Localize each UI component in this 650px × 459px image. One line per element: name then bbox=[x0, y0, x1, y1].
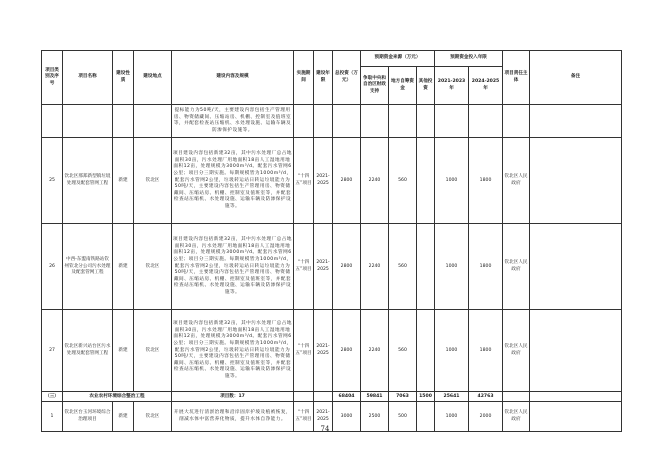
category-y2024: 42763 bbox=[469, 392, 503, 402]
header-period: 实施期间 bbox=[294, 51, 314, 105]
cell-content: 项目建设内容包括新建32亩，其中污水处理厂总占地面积30亩，污水处理厂用地面积18亩人工湿地用地面积12亩，处理规模为3000m³/d。配套污水管网6公里；项目分三期实施。每期规模皆为1000m³/d，配套污水管网2公里，垃圾转运站日转运垃圾能力为50吨/天，主要建设内容包括生产管理用房、物资储藏间、压缩站房、机棚、控制室及值班室等，并配套检查站压缩机、水处理设施、运输车辆及防渗保护设施等。 bbox=[172, 138, 294, 224]
cell-period: “十四五”项目 bbox=[294, 224, 314, 310]
cell-local: 560 bbox=[389, 310, 417, 392]
cell-name: 饮北区那郑新型镇垃圾处理及配套管网工程 bbox=[63, 138, 113, 224]
cell-y2024: 1800 bbox=[469, 224, 503, 310]
cell-location: 钦北区 bbox=[134, 138, 172, 224]
cell-remark bbox=[530, 310, 622, 392]
header-central: 争取中央和自治区财政支持 bbox=[361, 67, 389, 105]
category-count: 项目数：17 bbox=[172, 392, 294, 402]
cell-seq: 1 bbox=[42, 402, 63, 432]
cell-location: 钦北区 bbox=[134, 310, 172, 392]
header-y2024: 2024-2025年 bbox=[469, 67, 503, 105]
header-total: 总投资（万元） bbox=[333, 51, 361, 105]
cell-unit: 钦北区人民政府 bbox=[503, 224, 530, 310]
cell-content: 开展大坑进行清淤治理和沿岸固岸护坡及植被恢复，削减水体中富营养化物质，提升水体自净能力。 bbox=[172, 402, 294, 432]
category-total: 68404 bbox=[333, 392, 361, 402]
header-unit: 项目责任主体 bbox=[503, 51, 530, 105]
cell-remark bbox=[530, 224, 622, 310]
cell-nature: 新建 bbox=[113, 402, 134, 432]
cell-seq: 27 bbox=[42, 310, 63, 392]
cell-central: 2240 bbox=[361, 224, 389, 310]
cell-other bbox=[417, 138, 435, 224]
cell-unit: 钦北区人民政府 bbox=[503, 310, 530, 392]
cell-period: “十四五”项目 bbox=[294, 402, 314, 432]
page-number: 74 bbox=[320, 425, 330, 433]
category-central: 59841 bbox=[361, 392, 389, 402]
category-local: 7063 bbox=[389, 392, 417, 402]
cell-seq: 26 bbox=[42, 224, 63, 310]
cell-nature: 新建 bbox=[113, 138, 134, 224]
cell-total: 3000 bbox=[333, 402, 361, 432]
cell-y2021: 1000 bbox=[435, 402, 469, 432]
cell-location: 钦北区 bbox=[134, 224, 172, 310]
header-plan-group: 预期资金投入年限 bbox=[435, 51, 503, 67]
cell-name: 钦北区台玉河环境综合治理项目 bbox=[63, 402, 113, 432]
cell-name: 中西-东盟南铁路站钦州钦北分公司污水处理及配套管网工程 bbox=[63, 224, 113, 310]
header-location: 建设地点 bbox=[134, 51, 172, 105]
category-y2021: 25641 bbox=[435, 392, 469, 402]
cell-total: 2800 bbox=[333, 138, 361, 224]
cell-content: 项目建设内容包括新建32亩，其中污水处理厂总占地面积30亩，污水处理厂用地面积18亩人工湿地用地面积12亩，处理规模为3000m³/d。配套污水管网6公里；项目分三期实施。每期规模皆为1000m³/d，配套污水管网2公里，垃圾转运站日转运垃圾能力为50吨/天，主要建设内容包括生产管理用房、物资储藏间、压缩站房、机棚、控制室及值班室等，并配套检查站压缩机、水处理设施、运输车辆及防渗保护设施等。 bbox=[172, 224, 294, 310]
cell-other bbox=[417, 224, 435, 310]
header-years: 建设年限 bbox=[314, 51, 333, 105]
table-row bbox=[42, 224, 622, 310]
category-other: 1500 bbox=[417, 392, 435, 402]
cell-y2021: 1000 bbox=[435, 310, 469, 392]
cell-nature: 新建 bbox=[113, 310, 134, 392]
cell-name: 钦北区新兴站台区污水处理及配套管网工程 bbox=[63, 310, 113, 392]
header-row-1 bbox=[42, 51, 622, 67]
cell-total: 2800 bbox=[333, 224, 361, 310]
header-seq: 项目类别及序号 bbox=[42, 51, 63, 105]
cell-location: 钦北区 bbox=[134, 402, 172, 432]
cell-remark bbox=[530, 138, 622, 224]
header-y2021: 2021-2023年 bbox=[435, 67, 469, 105]
cell-central: 2500 bbox=[361, 402, 389, 432]
cell-central: 2240 bbox=[361, 138, 389, 224]
cell-unit: 钦北区人民政府 bbox=[503, 138, 530, 224]
cell-years: 2021-2025 bbox=[314, 310, 333, 392]
category-seq: （三） bbox=[42, 392, 63, 402]
header-local: 地方自筹资金 bbox=[389, 67, 417, 105]
cell-local: 560 bbox=[389, 138, 417, 224]
cell-y2024: 1800 bbox=[469, 310, 503, 392]
header-remark: 备注 bbox=[530, 51, 622, 105]
cell-years: 2021-2025 bbox=[314, 224, 333, 310]
cell-other bbox=[417, 310, 435, 392]
header-nature: 建设性质 bbox=[113, 51, 134, 105]
cell-unit: 钦北区人民政府 bbox=[503, 402, 530, 432]
header-funding-group: 预期资金来源（万元） bbox=[361, 51, 435, 67]
cell-central: 2240 bbox=[361, 310, 389, 392]
cell-seq: 25 bbox=[42, 138, 63, 224]
cell-years: 2021-2025 bbox=[314, 402, 333, 432]
category-row bbox=[42, 392, 622, 402]
header-name: 项目名称 bbox=[63, 51, 113, 105]
cell-y2024: 1800 bbox=[469, 138, 503, 224]
header-content: 建设内容及规模 bbox=[172, 51, 294, 105]
table-row-continuation bbox=[42, 105, 622, 138]
continuation-content: 提标能力为50吨/天，主要建设内容包括生产管理用房、物资储藏间、压缩站房、机棚、控制室及值班室等，并配套检查站压缩机、水处理设施、运输车辆及防渗保护设施等。 bbox=[172, 105, 294, 138]
table-row bbox=[42, 310, 622, 392]
cell-y2021: 1000 bbox=[435, 138, 469, 224]
category-label: 农业农村环境综合整治工程 bbox=[63, 392, 172, 402]
header-other: 其他投资 bbox=[417, 67, 435, 105]
cell-y2024: 2000 bbox=[469, 402, 503, 432]
cell-period: “十四五”项目 bbox=[294, 138, 314, 224]
table-row bbox=[42, 138, 622, 224]
cell-local: 560 bbox=[389, 224, 417, 310]
cell-nature: 新建 bbox=[113, 224, 134, 310]
cell-total: 2800 bbox=[333, 310, 361, 392]
cell-y2021: 1000 bbox=[435, 224, 469, 310]
cell-content: 项目建设内容包括新建32亩，其中污水处理厂总占地面积30亩，污水处理厂用地面积18亩人工湿地用地面积12亩，处理规模为3000m³/d。配套污水管网6公里；项目分三期实施。每期规模皆为1000m³/d，配套污水管网2公里，垃圾转运站日转运垃圾能力为50吨/天，主要建设内容包括生产管理用房、物资储藏间、压缩站房、机棚、控制室及值班室等，并配套检查站压缩机、水处理设施、运输车辆及防渗保护设施等。 bbox=[172, 310, 294, 392]
cell-years: 2021-2025 bbox=[314, 138, 333, 224]
cell-local: 500 bbox=[389, 402, 417, 432]
cell-period: “十四五”项目 bbox=[294, 310, 314, 392]
project-table bbox=[41, 50, 622, 432]
